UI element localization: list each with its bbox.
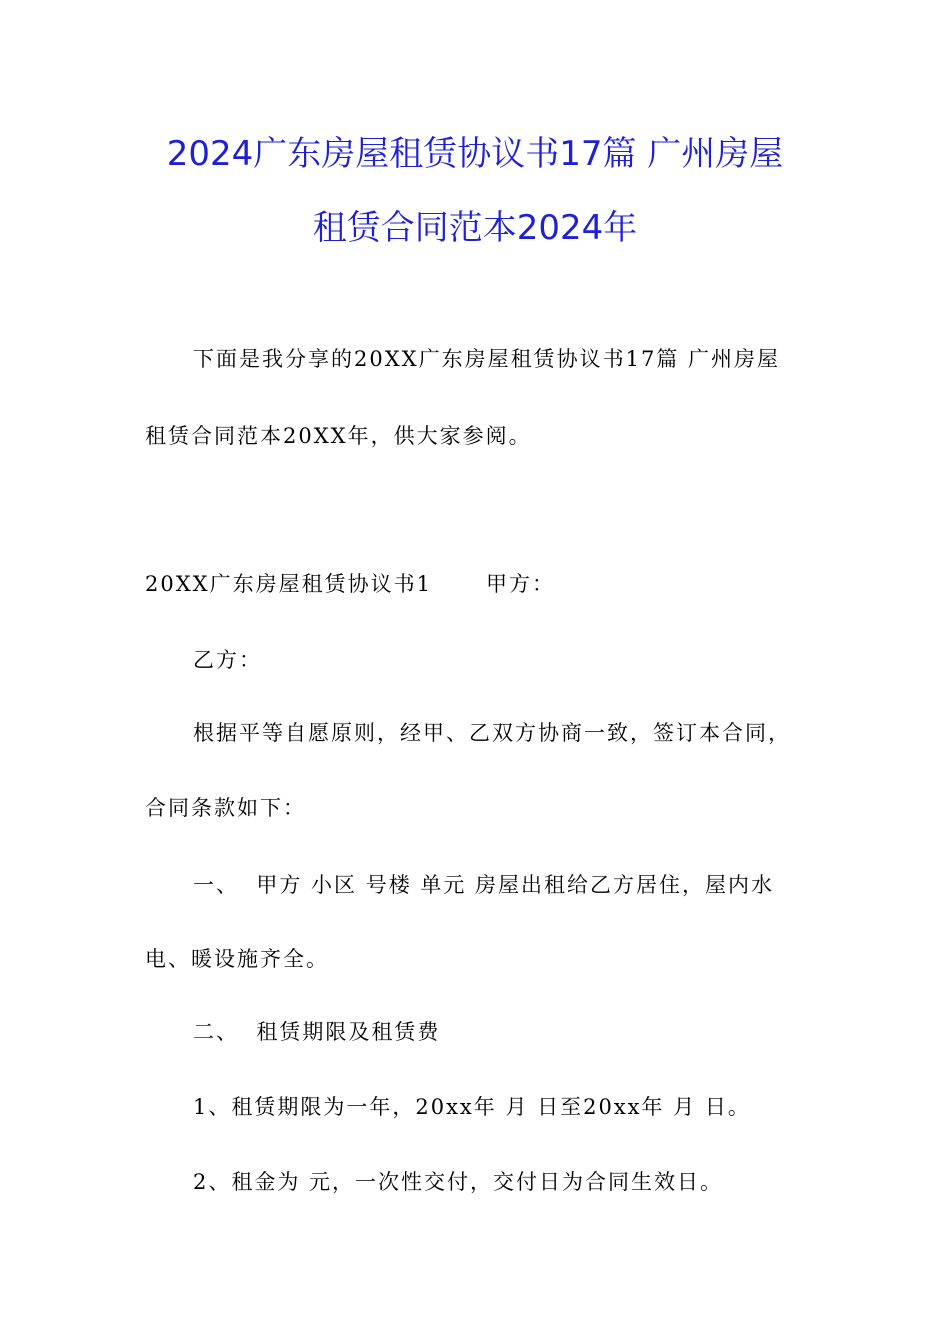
section-heading: 20XX广东房屋租赁协议书1	[145, 572, 432, 596]
intro-paragraph-line-2: 租赁合同范本20XX年，供大家参阅。	[145, 424, 532, 448]
clause-1-line-1: 一、 甲方 小区 号楼 单元 房屋出租给乙方居住，屋内水	[193, 873, 775, 897]
clause-2-heading: 二、 租赁期限及租赁费	[193, 1020, 441, 1044]
clause-1-line-2: 电、暖设施齐全。	[145, 947, 329, 971]
clause-2-item-2: 2、租金为 元，一次性交付，交付日为合同生效日。	[193, 1170, 724, 1194]
basis-paragraph-line-1: 根据平等自愿原则，经甲、乙双方协商一致，签订本合同，	[193, 721, 791, 745]
document-title-line-2: 租赁合同范本2024年	[312, 208, 638, 248]
basis-paragraph-line-2: 合同条款如下：	[145, 796, 306, 820]
intro-paragraph-line-1: 下面是我分享的20XX广东房屋租赁协议书17篇 广州房屋	[193, 347, 781, 371]
document-title-line-1: 2024广东房屋租赁协议书17篇 广州房屋	[166, 134, 784, 174]
party-a-label: 甲方：	[485, 572, 555, 596]
party-b-label: 乙方：	[193, 648, 262, 672]
clause-2-item-1: 1、租赁期限为一年，20xx年 月 日至20xx年 月 日。	[193, 1095, 751, 1119]
section-heading-row	[145, 569, 555, 599]
